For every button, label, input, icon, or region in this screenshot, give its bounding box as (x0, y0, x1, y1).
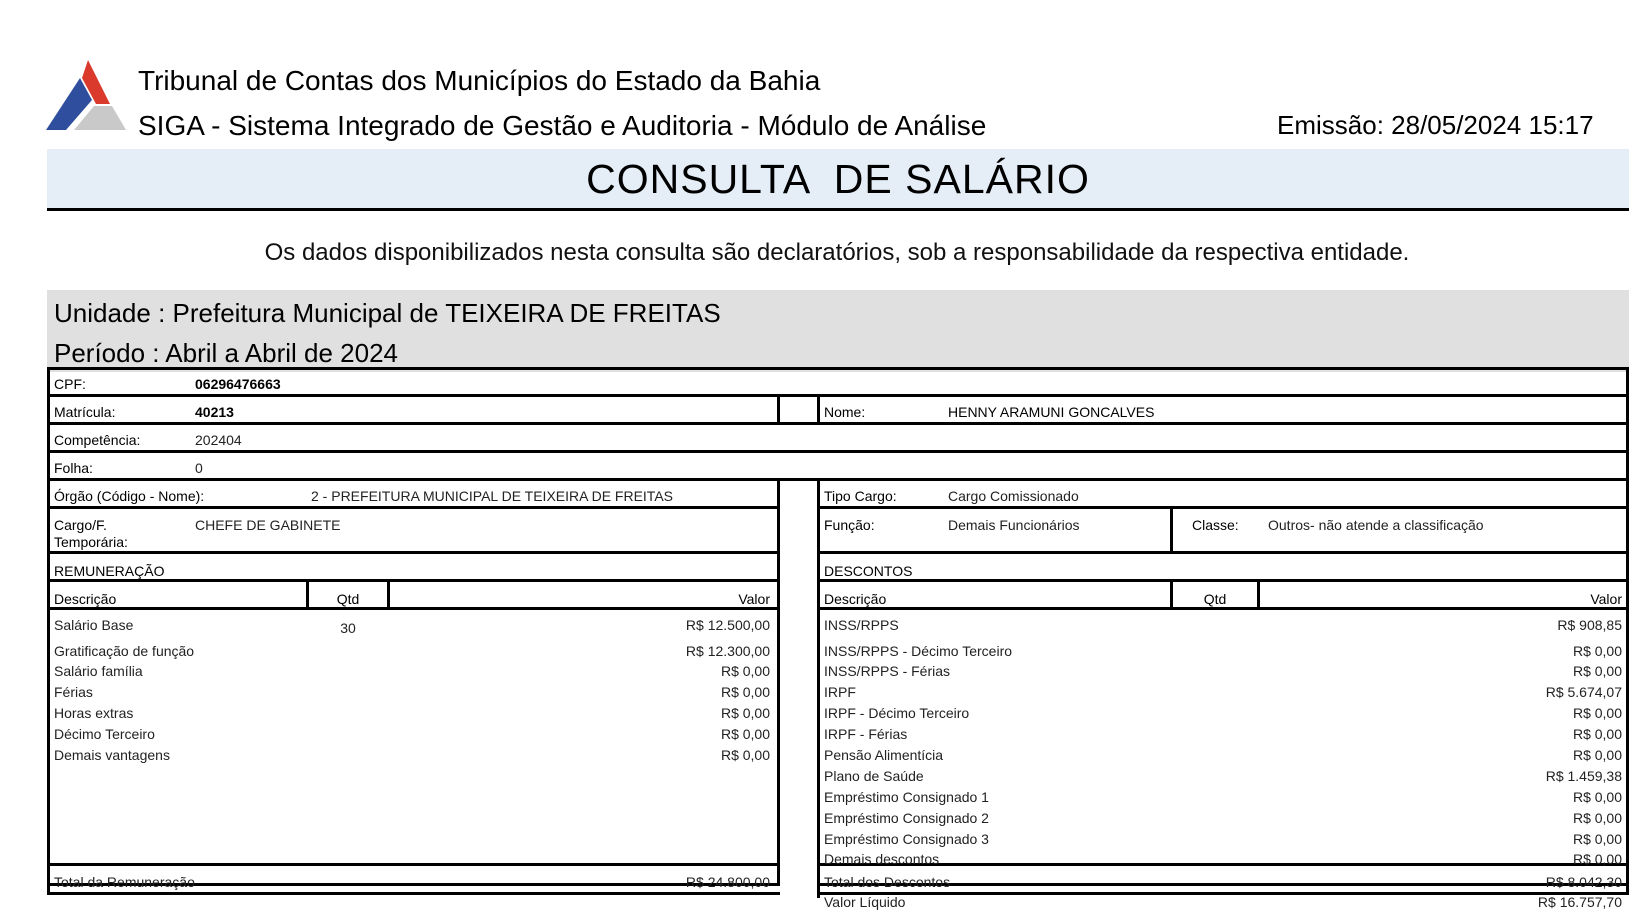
competencia-value: 202404 (195, 432, 242, 448)
nome-label: Nome: (824, 404, 866, 420)
tipo-cargo-value: Cargo Comissionado (948, 488, 1079, 504)
desc-row-descricao: IRPF - Décimo Terceiro (824, 705, 970, 721)
desc-row-valor: R$ 0,00 (1572, 789, 1622, 805)
desc-row-valor: R$ 0,00 (1572, 705, 1622, 721)
desc-row-descricao: INSS/RPPS - Décimo Terceiro (824, 643, 1013, 659)
matricula-value: 40213 (195, 404, 234, 420)
desc-row-descricao: Empréstimo Consignado 3 (824, 831, 989, 847)
rem-row-descricao: Demais vantagens (54, 747, 170, 763)
orgao-value: 2 - PREFEITURA MUNICIPAL DE TEIXEIRA DE FREITAS (311, 488, 673, 504)
competencia-label: Competência: (54, 432, 141, 448)
folha-label: Folha: (54, 460, 93, 476)
desc-row-descricao: Empréstimo Consignado 2 (824, 810, 989, 826)
desc-row-valor: R$ 0,00 (1572, 643, 1622, 659)
funcao-value: Demais Funcionários (948, 517, 1080, 533)
nome-value: HENNY ARAMUNI GONCALVES (948, 404, 1155, 420)
cargo-label: Cargo/F. (54, 517, 107, 533)
desc-row-valor: R$ 0,00 (1572, 831, 1622, 847)
disclaimer: Os dados disponibilizados nesta consulta são declaratórios, sob a responsabilidade da respectiva entidade. (264, 239, 1410, 266)
desc-col-descricao: Descrição (824, 591, 887, 607)
org-name: Tribunal de Contas dos Municípios do Estado da Bahia (138, 65, 821, 96)
title-band (47, 149, 1629, 211)
rem-col-valor: Valor (738, 591, 770, 607)
system-name: SIGA - Sistema Integrado de Gestão e Auditoria - Módulo de Análise (138, 110, 987, 141)
cpf-label: CPF: (54, 376, 86, 392)
desc-total-label: Total dos Descontos (824, 874, 951, 890)
desc-row-valor: R$ 0,00 (1572, 810, 1622, 826)
desc-total-value: R$ 8.042,30 (1545, 874, 1622, 890)
rem-row-valor: R$ 12.500,00 (685, 617, 770, 633)
desc-row-valor: R$ 0,00 (1572, 747, 1622, 763)
rem-col-descricao: Descrição (54, 591, 117, 607)
desc-row-valor: R$ 0,00 (1572, 726, 1622, 742)
orgao-label: Órgão (Código - Nome): (54, 488, 205, 504)
desc-col-valor: Valor (1590, 591, 1622, 607)
desc-row-descricao: IRPF - Férias (824, 726, 908, 742)
descontos-section-label: DESCONTOS (824, 563, 913, 579)
page-title: CONSULTA DE SALÁRIO (586, 156, 1090, 202)
rem-row-descricao: Salário família (54, 663, 143, 679)
remuneracao-section-label: REMUNERAÇÃO (54, 563, 165, 579)
rem-row-descricao: Salário Base (54, 617, 134, 633)
liquido-value: R$ 16.757,70 (1537, 894, 1622, 910)
rem-row-descricao: Férias (54, 684, 93, 700)
rem-total-label: Total da Remuneração (54, 874, 195, 890)
rem-row-valor: R$ 0,00 (720, 705, 770, 721)
desc-row-valor: R$ 1.459,38 (1545, 768, 1622, 784)
desc-row-valor: R$ 0,00 (1572, 663, 1622, 679)
rem-row-valor: R$ 0,00 (720, 684, 770, 700)
classe-value: Outros- não atende a classificação (1268, 517, 1484, 533)
tipo-cargo-label: Tipo Cargo: (824, 488, 897, 504)
rem-row-qtd: 30 (340, 620, 356, 636)
desc-col-qtd: Qtd (1203, 591, 1227, 607)
rem-col-qtd: Qtd (336, 591, 360, 607)
folha-value: 0 (195, 460, 203, 476)
rem-row-descricao: Gratificação de função (54, 643, 195, 659)
tcm-logo-icon (46, 60, 126, 135)
cargo-label-2: Temporária: (54, 534, 128, 550)
desc-row-descricao: INSS/RPPS (824, 617, 899, 633)
rem-row-valor: R$ 0,00 (720, 663, 770, 679)
desc-row-descricao: INSS/RPPS - Férias (824, 663, 951, 679)
cpf-value: 06296476663 (195, 376, 281, 392)
desc-row-descricao: Plano de Saúde (824, 768, 924, 784)
period: Período : Abril a Abril de 2024 (54, 338, 399, 368)
rem-total-value: R$ 24.800,00 (685, 874, 770, 890)
classe-label: Classe: (1192, 517, 1239, 533)
rem-row-valor: R$ 12.300,00 (685, 643, 770, 659)
desc-row-valor: R$ 908,85 (1557, 617, 1622, 633)
unit-name: Unidade : Prefeitura Municipal de TEIXEIRA DE FREITAS (54, 298, 721, 328)
rem-row-valor: R$ 0,00 (720, 726, 770, 742)
rem-row-descricao: Décimo Terceiro (54, 726, 155, 742)
desc-row-descricao: Demais descontos (824, 851, 940, 867)
desc-row-descricao: Pensão Alimentícia (824, 747, 944, 763)
desc-row-valor: R$ 0,00 (1572, 851, 1622, 867)
funcao-label: Função: (824, 517, 875, 533)
rem-row-descricao: Horas extras (54, 705, 134, 721)
desc-row-valor: R$ 5.674,07 (1545, 684, 1622, 700)
cargo-value: CHEFE DE GABINETE (195, 517, 341, 533)
desc-row-descricao: Empréstimo Consignado 1 (824, 789, 989, 805)
liquido-label: Valor Líquido (824, 894, 906, 910)
rem-row-valor: R$ 0,00 (720, 747, 770, 763)
emission-date: Emissão: 28/05/2024 15:17 (1277, 110, 1594, 140)
matricula-label: Matrícula: (54, 404, 116, 420)
desc-row-descricao: IRPF (824, 684, 856, 700)
